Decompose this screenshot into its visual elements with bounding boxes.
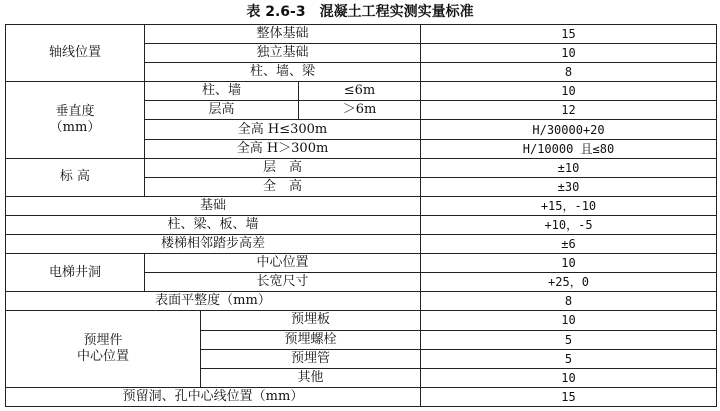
embedded-label (6, 311, 201, 387)
elevator-item-name: 长宽尺寸 (145, 273, 421, 292)
table-row (6, 292, 717, 311)
holes-name: 预留洞、孔中心线位置（mm） (6, 387, 421, 406)
vertical-sub-label2: 层高 (145, 101, 299, 120)
embedded-value: 10 (421, 368, 717, 387)
axis-item-value: 10 (421, 44, 717, 63)
embedded-label-line2: 中心位置 (76, 349, 129, 365)
vertical-value: 10 (421, 82, 717, 101)
standards-table (5, 24, 717, 407)
table-row (6, 387, 717, 406)
vertical-item-name: 全高 H＞300m (145, 139, 421, 158)
table-row (6, 215, 717, 234)
members-name: 柱、梁、板、墙 (6, 215, 421, 234)
foundation-name: 基础 (6, 196, 421, 215)
axis-item-name: 柱、墙、梁 (145, 63, 421, 82)
elevator-value: 10 (421, 254, 717, 273)
table-row (6, 311, 717, 330)
embedded-item-name: 其他 (201, 368, 421, 387)
foundation-value: +15，-10 (421, 196, 717, 215)
table-row (6, 158, 717, 177)
elevation-value: ±30 (421, 177, 717, 196)
holes-value: 15 (421, 387, 717, 406)
vertical-condition: ≤6m (299, 82, 421, 101)
embedded-item-name: 预埋螺栓 (201, 330, 421, 349)
axis-item-name: 独立基础 (145, 44, 421, 63)
table-row (6, 25, 717, 44)
axis-label: 轴线位置 (6, 25, 145, 82)
embedded-item-name: 预埋管 (201, 349, 421, 368)
elevator-value: +25，0 (421, 273, 717, 292)
stairs-value: ±6 (421, 235, 717, 254)
embedded-label-line1: 预埋件 (83, 333, 123, 349)
embedded-value: 10 (421, 311, 717, 330)
elevation-label: 标 高 (6, 158, 145, 196)
elevation-value: ±10 (421, 158, 717, 177)
elevator-label: 电梯井洞 (6, 254, 145, 292)
table-row (6, 254, 717, 273)
vertical-label (6, 82, 145, 158)
table-row (6, 235, 717, 254)
vertical-item-name: 全高 H≤300m (145, 120, 421, 139)
flatness-value: 8 (421, 292, 717, 311)
table-title: 表 2.6-3 混凝土工程实测实量标准 (246, 4, 474, 20)
flatness-name: 表面平整度（mm） (6, 292, 421, 311)
members-value: +10，-5 (421, 215, 717, 234)
table-row (6, 196, 717, 215)
elevator-item-name: 中心位置 (145, 254, 421, 273)
vertical-label-line1: 垂直度 (55, 103, 95, 119)
vertical-sub-label: 柱、墙 (145, 82, 299, 101)
vertical-value: 12 (421, 101, 717, 120)
elevation-item-name: 层 高 (145, 158, 421, 177)
axis-item-value: 8 (421, 63, 717, 82)
axis-item-name: 整体基础 (145, 25, 421, 44)
vertical-value: H/30000+20 (421, 120, 717, 139)
vertical-label-line2: （mm） (49, 119, 101, 135)
embedded-value: 5 (421, 330, 717, 349)
vertical-value: H/10000 且≤80 (421, 139, 717, 158)
elevation-item-name: 全 高 (145, 177, 421, 196)
axis-item-value: 15 (421, 25, 717, 44)
vertical-condition: ＞6m (299, 101, 421, 120)
table-row (6, 82, 717, 101)
stairs-name: 楼梯相邻踏步高差 (6, 235, 421, 254)
embedded-item-name: 预埋板 (201, 311, 421, 330)
embedded-value: 5 (421, 349, 717, 368)
